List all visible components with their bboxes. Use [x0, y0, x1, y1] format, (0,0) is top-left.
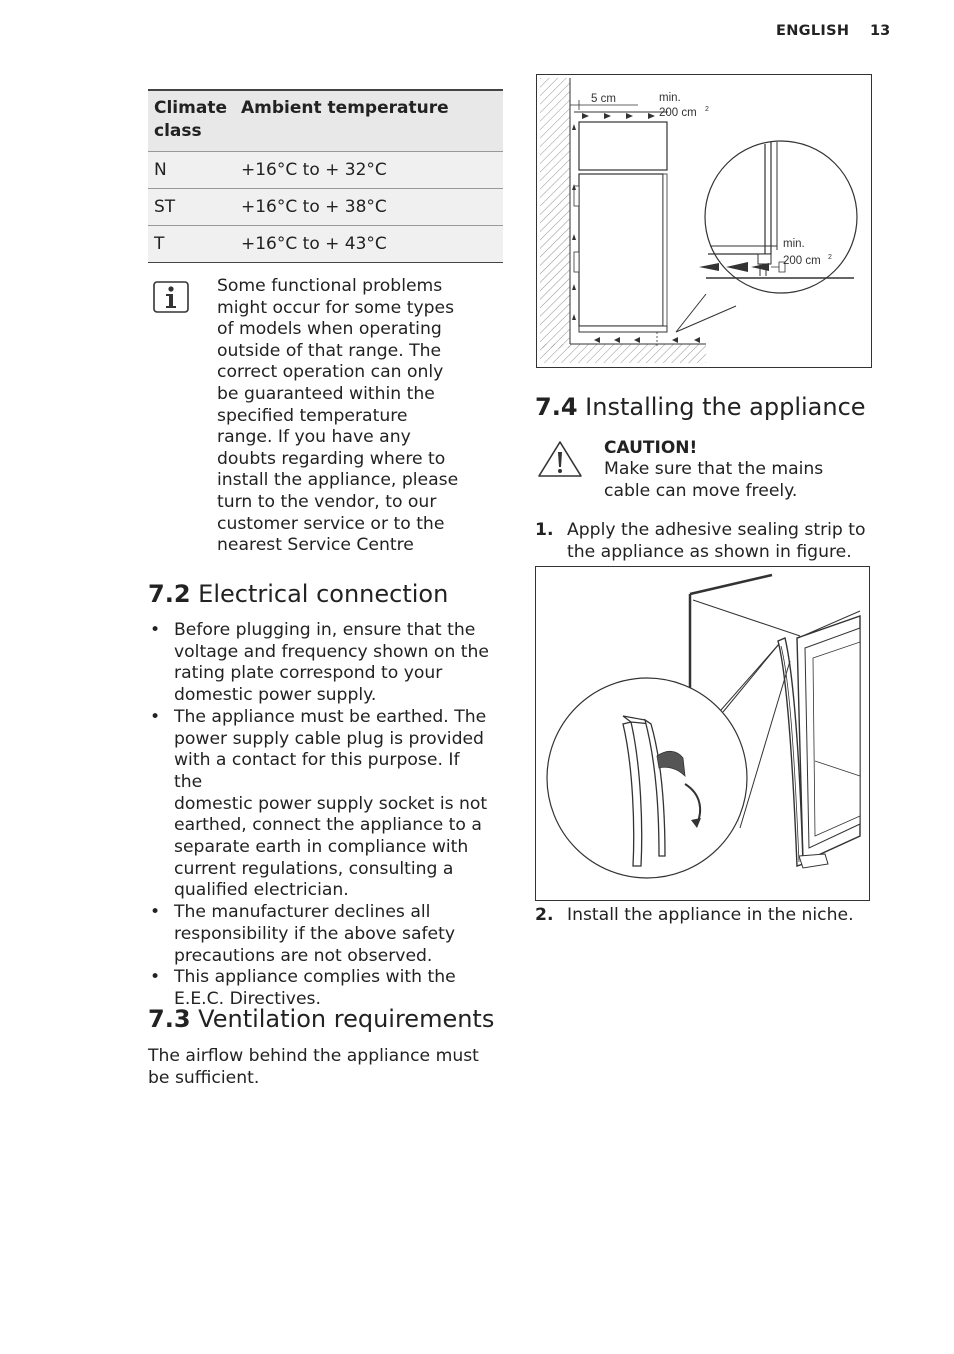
list-item-line: responsibility if the above safety: [174, 923, 456, 944]
ventilation-paragraph: [148, 1046, 493, 1089]
step-number: 2.: [535, 905, 554, 925]
table-cell-class: N: [148, 152, 235, 189]
step-line: the appliance as shown in figure.: [567, 541, 852, 562]
info-note-line: doubts regarding where to: [217, 448, 446, 469]
top-vent-min-label: min.: [659, 92, 681, 104]
info-icon: [153, 281, 189, 313]
section-number: 7.4: [535, 393, 578, 421]
list-item-line: rating plate correspond to your: [174, 663, 443, 684]
info-note-line: of models when operating: [217, 319, 442, 340]
info-note-line: range. If you have any: [217, 427, 411, 448]
list-item-line: domestic power supply.: [174, 685, 377, 706]
step-1: [535, 520, 875, 564]
section-title: Electrical connection: [198, 580, 449, 608]
section-heading-ventilation-requirements: [148, 1005, 494, 1033]
table-cell-temperature: +16°C to + 32°C: [235, 152, 503, 189]
section-title: Ventilation requirements: [198, 1005, 495, 1033]
list-item: [148, 620, 493, 707]
info-note-text: [217, 276, 477, 557]
caution-line: cable can move freely.: [604, 480, 798, 501]
caution-line: Make sure that the mains: [604, 459, 824, 479]
section-title: Installing the appliance: [585, 393, 866, 421]
info-note-line: outside of that range. The: [217, 340, 442, 361]
table-cell-temperature: +16°C to + 38°C: [235, 189, 503, 226]
warning-triangle-icon: [537, 440, 583, 478]
info-note-line: be guaranteed within the: [217, 383, 435, 404]
bottom-vent-superscript: 2: [828, 254, 832, 261]
section-number: 7.3: [148, 1005, 191, 1033]
list-item-line: • Before plugging in, ensure that the: [174, 620, 476, 640]
list-item-line: power supply cable plug is provided: [174, 728, 484, 749]
table-header-row: [148, 90, 503, 152]
list-item-line: • The manufacturer declines all: [174, 902, 431, 923]
list-item-line: domestic power supply socket is not: [174, 793, 488, 814]
table-row: [148, 226, 503, 263]
step-line: Apply the adhesive sealing strip to: [567, 520, 866, 540]
paragraph-line: The airflow behind the appliance must: [148, 1046, 479, 1066]
bottom-vent-min-label: min.: [783, 238, 805, 250]
info-note-line: Some functional problems: [217, 276, 443, 296]
list-item-line: E.E.C. Directives.: [174, 988, 321, 1009]
info-note-line: customer service or to the: [217, 513, 445, 534]
column-header-ambient-temperature: Ambient temperature: [235, 90, 503, 152]
bottom-vent-area-label: 200 cm: [783, 255, 821, 267]
list-item-line: with a contact for this purpose. If the: [174, 750, 460, 792]
section-number: 7.2: [148, 580, 191, 608]
list-item-line: earthed, connect the appliance to a: [174, 815, 482, 836]
info-note-line: nearest Service Centre: [217, 535, 414, 556]
ventilation-diagram: [536, 74, 872, 368]
caution-title: CAUTION!: [604, 438, 698, 458]
top-vent-superscript: 2: [705, 106, 709, 113]
header-language: ENGLISH: [776, 23, 850, 39]
paragraph-line: be sufficient.: [148, 1067, 260, 1088]
step-line: Install the appliance in the niche.: [567, 905, 854, 925]
list-item-line: voltage and frequency shown on the: [174, 641, 490, 662]
step-text: [567, 520, 872, 563]
column-header-climate-class: Climate class: [148, 90, 235, 152]
list-item-line: • The appliance must be earthed. The: [174, 706, 487, 727]
gap-label: 5 cm: [591, 93, 616, 105]
table-row: [148, 189, 503, 226]
info-note-line: install the appliance, please: [217, 470, 459, 491]
table-row: [148, 152, 503, 189]
caution-text: [604, 459, 864, 502]
step-2: [535, 905, 875, 929]
step-number: 1.: [535, 520, 554, 540]
table-cell-temperature: +16°C to + 43°C: [235, 226, 503, 263]
page-number: 13: [870, 23, 891, 39]
electrical-bullet-list: [148, 620, 493, 1011]
climate-class-table: [148, 89, 503, 263]
section-heading-installing-appliance: [535, 393, 866, 421]
list-item: [148, 902, 493, 967]
table-cell-class: T: [148, 226, 235, 263]
list-item: [148, 707, 493, 902]
section-heading-electrical-connection: [148, 580, 448, 608]
info-note-line: turn to the vendor, to our: [217, 491, 437, 512]
table-cell-class: ST: [148, 189, 235, 226]
list-item-line: current regulations, consulting a: [174, 858, 454, 879]
sealing-strip-diagram: [535, 566, 870, 901]
list-item-line: precautions are not observed.: [174, 945, 433, 966]
info-note-line: correct operation can only: [217, 362, 444, 383]
list-item-line: qualified electrician.: [174, 880, 349, 901]
list-item-line: separate earth in compliance with: [174, 837, 469, 858]
top-vent-area-label: 200 cm: [659, 107, 697, 119]
info-note-line: specified temperature: [217, 405, 408, 426]
step-text: [567, 905, 872, 927]
info-note-line: might occur for some types: [217, 297, 455, 318]
list-item-line: • This appliance complies with the: [174, 967, 456, 988]
